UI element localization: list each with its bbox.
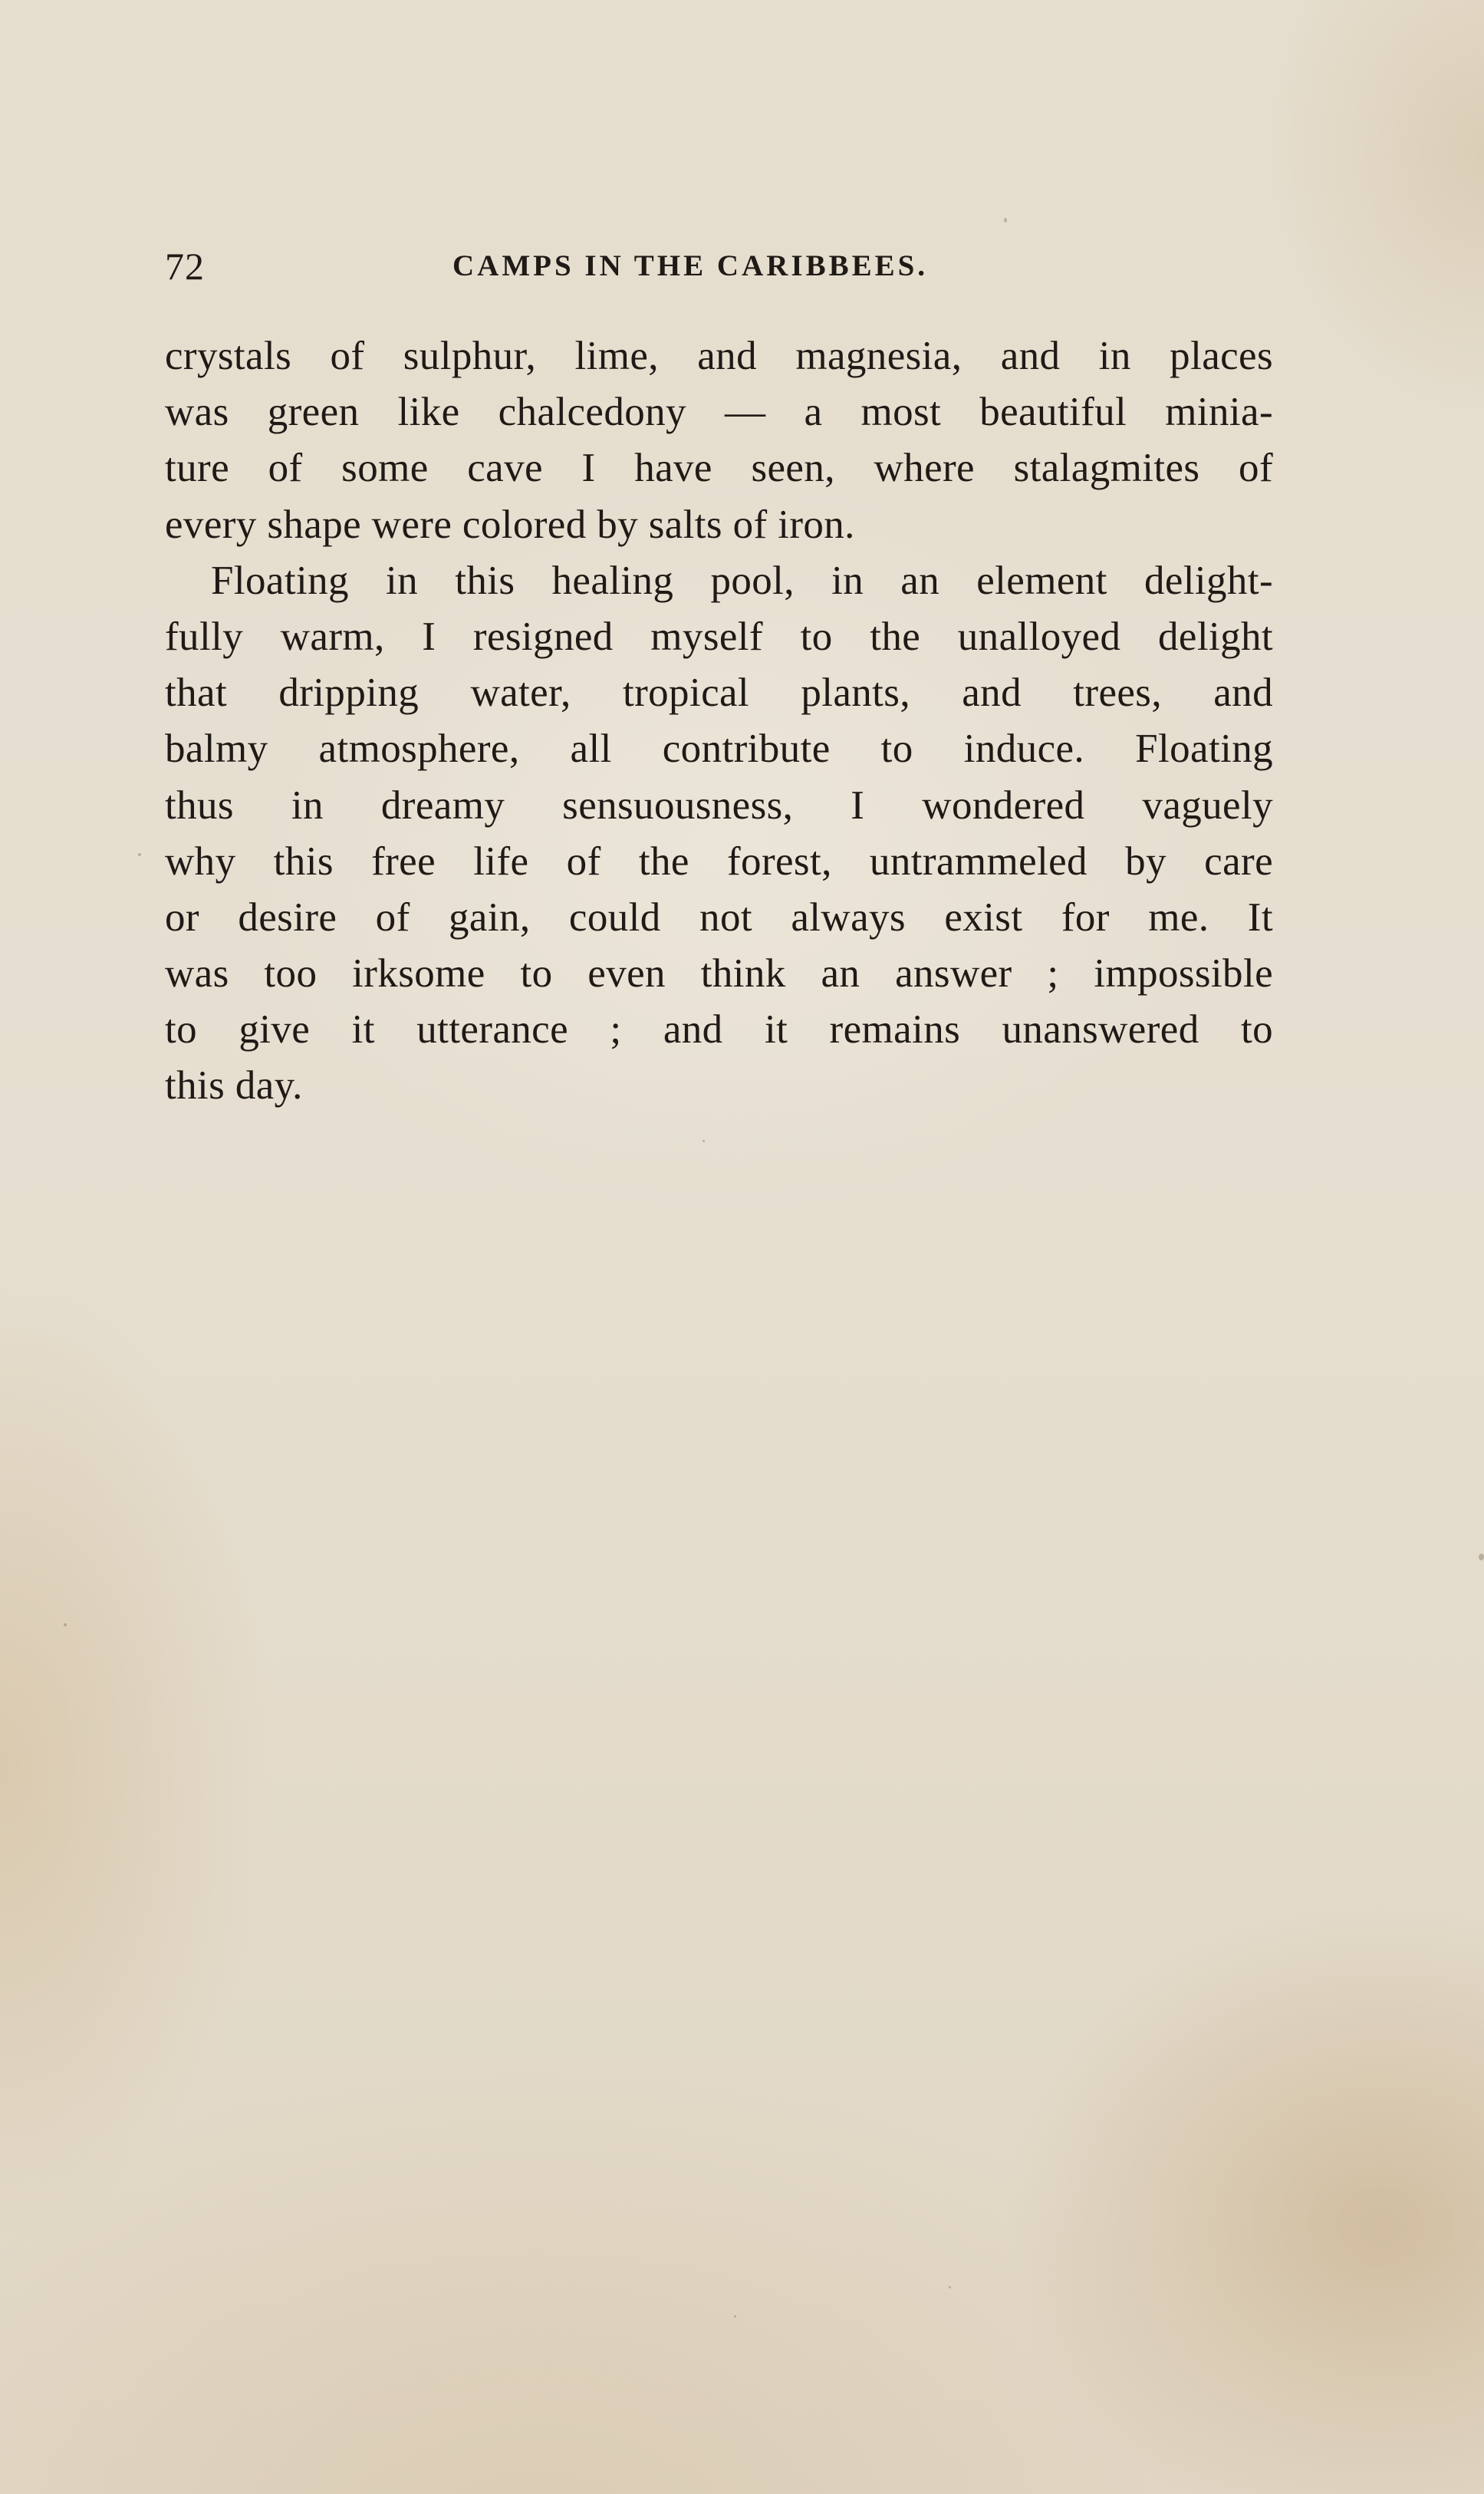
- paper-speck: [734, 2315, 736, 2318]
- text-line: or desire of gain, could not always exist for me. It: [165, 894, 1273, 940]
- paper-speck: [949, 2286, 951, 2288]
- paper-speck: [64, 1623, 67, 1626]
- paper-speck: [1479, 1553, 1484, 1560]
- paragraph-2: [165, 553, 1273, 1115]
- text-line: every shape were colored by salts of iron.: [165, 502, 855, 547]
- paper-speck: [703, 1140, 705, 1142]
- text-line: why this free life of the forest, untrammeled by care: [165, 838, 1273, 884]
- text-line: that dripping water, tropical plants, and trees, and: [165, 670, 1273, 716]
- text-line: ture of some cave I have seen, where stalagmites of: [165, 446, 1273, 491]
- text-line: to give it utterance ; and it remains unanswered to: [165, 1007, 1273, 1053]
- text-line: was too irksome to even think an answer ; impossible: [165, 951, 1273, 997]
- text-line: was green like chalcedony — a most beautiful minia-: [165, 390, 1273, 435]
- paper-speck: [1004, 218, 1007, 222]
- text-line: crystals of sulphur, lime, and magnesia, and in places: [165, 334, 1273, 378]
- text-line: balmy atmosphere, all contribute to induce. Floating: [165, 726, 1273, 772]
- paper-speck: [138, 853, 141, 856]
- body-text: [165, 328, 1273, 1115]
- paragraph-1: [165, 328, 1273, 553]
- page-number: 72: [165, 245, 205, 288]
- text-line: fully warm, I resigned myself to the unalloyed delight: [165, 614, 1273, 659]
- text-line: this day.: [165, 1063, 303, 1109]
- text-line: thus in dreamy sensuousness, I wondered vaguely: [165, 782, 1273, 828]
- running-title: CAMPS IN THE CARIBBEES.: [452, 249, 929, 282]
- running-head: [165, 244, 1277, 290]
- text-line: Floating in this healing pool, in an element delight-: [211, 558, 1273, 603]
